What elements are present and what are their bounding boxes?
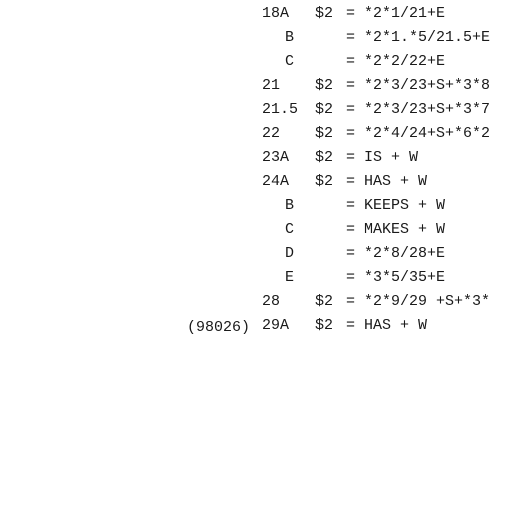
line-label: 21: [262, 77, 281, 94]
line-expression: = *2*3/23+S+*3*7: [346, 101, 491, 118]
line-label: B: [285, 29, 295, 46]
line-label: 23A: [262, 149, 290, 166]
line-register: $2: [315, 125, 334, 142]
line-register: $2: [315, 77, 334, 94]
line-expression: = *2*1/21+E: [346, 5, 446, 22]
line-expression: = MAKES + W: [346, 221, 446, 238]
line-expression: = *2*3/23+S+*3*8: [346, 77, 491, 94]
line-label: C: [285, 221, 295, 238]
line-register: $2: [315, 173, 334, 190]
line-expression: = *3*5/35+E: [346, 269, 446, 286]
line-expression: = HAS + W: [346, 317, 428, 334]
line-expression: = *2*1.*5/21.5+E: [346, 29, 491, 46]
line-register: $2: [315, 293, 334, 310]
line-label: B: [285, 197, 295, 214]
line-expression: = *2*2/22+E: [346, 53, 446, 70]
line-label: 28: [262, 293, 281, 310]
line-expression: = *2*4/24+S+*6*2: [346, 125, 491, 142]
line-expression: = *2*8/28+E: [346, 245, 446, 262]
line-register: $2: [315, 317, 334, 334]
line-register: $2: [315, 101, 334, 118]
line-label: 22: [262, 125, 281, 142]
document-code: (98026): [187, 319, 251, 336]
line-expression: = KEEPS + W: [346, 197, 446, 214]
line-register: $2: [315, 149, 334, 166]
line-label: 21.5: [262, 101, 299, 118]
line-label: D: [285, 245, 295, 262]
line-label: E: [285, 269, 295, 286]
line-expression: = HAS + W: [346, 173, 428, 190]
line-label: 29A: [262, 317, 290, 334]
line-register: $2: [315, 5, 334, 22]
line-label: 24A: [262, 173, 290, 190]
line-label: 18A: [262, 5, 290, 22]
line-expression: = *2*9/29 +S+*3*: [346, 293, 491, 310]
line-expression: = IS + W: [346, 149, 419, 166]
line-label: C: [285, 53, 295, 70]
